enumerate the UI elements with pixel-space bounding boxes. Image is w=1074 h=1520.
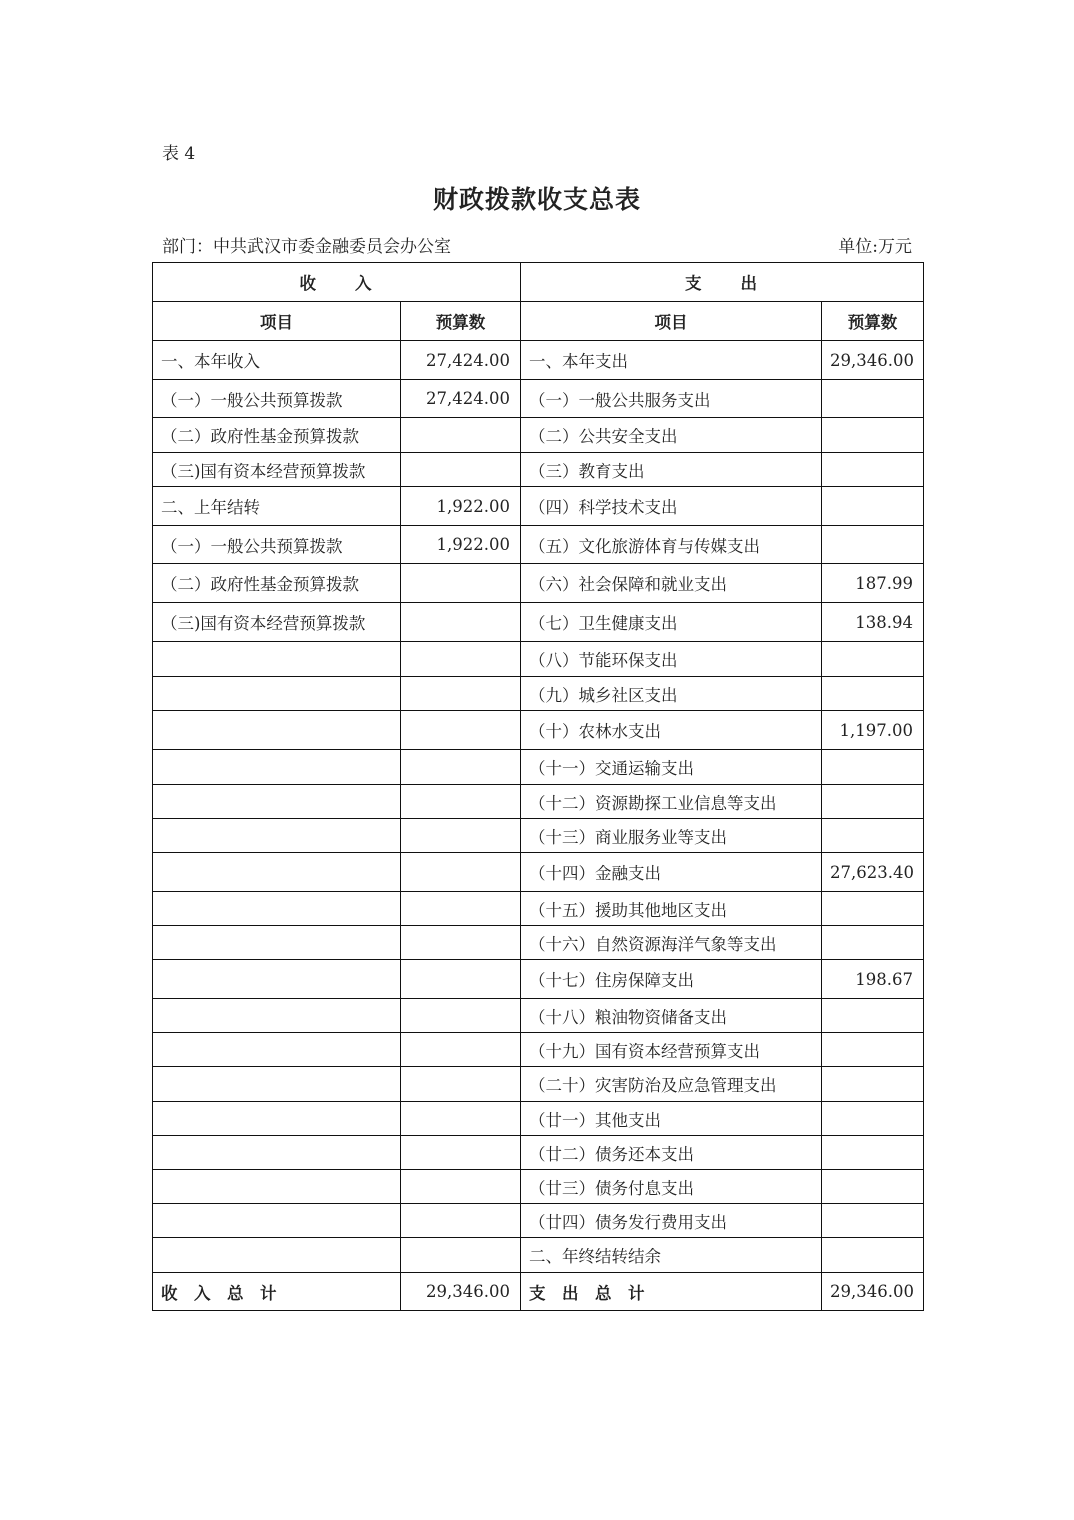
expense-item-cell: （十三）商业服务业等支出 (521, 819, 822, 853)
income-item-cell (153, 711, 401, 750)
table-row (153, 1170, 924, 1204)
expense-budget-cell (822, 1033, 924, 1067)
table-row (153, 1238, 924, 1273)
income-item-cell (153, 642, 401, 677)
table-row (153, 418, 924, 453)
table-row (153, 341, 924, 380)
table-row (153, 999, 924, 1033)
income-header: 收 入 (153, 263, 521, 302)
expense-item-cell: （十八）粮油物资储备支出 (521, 999, 822, 1033)
expense-item-cell: （廿三）债务付息支出 (521, 1170, 822, 1204)
income-item-cell: （一）一般公共预算拨款 (153, 380, 401, 418)
income-item-cell (153, 785, 401, 819)
expense-budget-cell (822, 999, 924, 1033)
income-budget-cell (401, 853, 521, 892)
expense-budget-cell (822, 418, 924, 453)
income-budget-cell (401, 926, 521, 960)
expense-item-cell: （廿一）其他支出 (521, 1102, 822, 1136)
expense-item-cell: （十九）国有资本经营预算支出 (521, 1033, 822, 1067)
expense-budget-cell (822, 642, 924, 677)
expense-budget-cell: 138.94 (822, 603, 924, 642)
income-item-cell (153, 999, 401, 1033)
income-item-cell: （三)国有资本经营预算拨款 (153, 603, 401, 642)
column-header-row (153, 302, 924, 341)
section-header-row (153, 263, 924, 302)
expense-budget-column-header: 预算数 (822, 302, 924, 341)
expense-budget-cell (822, 926, 924, 960)
income-total-label: 收 入 总 计 (153, 1273, 401, 1311)
expense-item-cell: （二）公共安全支出 (521, 418, 822, 453)
income-item-cell (153, 1067, 401, 1102)
table-row (153, 453, 924, 487)
income-budget-cell (401, 1102, 521, 1136)
table-row (153, 1136, 924, 1170)
table-row (153, 926, 924, 960)
expense-item-cell: （四）科学技术支出 (521, 487, 822, 526)
table-row (153, 1204, 924, 1238)
income-item-cell (153, 960, 401, 999)
expense-budget-cell (822, 1067, 924, 1102)
income-item-cell (153, 750, 401, 785)
income-budget-cell (401, 892, 521, 926)
income-item-cell (153, 892, 401, 926)
income-budget-cell (401, 1170, 521, 1204)
table-row (153, 711, 924, 750)
table-row (153, 892, 924, 926)
income-budget-cell (401, 564, 521, 603)
expense-budget-cell (822, 1204, 924, 1238)
expense-budget-cell (822, 1136, 924, 1170)
department-label: 部门：中共武汉市委金融委员会办公室 (162, 237, 451, 257)
income-item-cell: （一）一般公共预算拨款 (153, 526, 401, 564)
income-item-column-header: 项目 (153, 302, 401, 341)
income-budget-cell (401, 1136, 521, 1170)
expense-total-label: 支 出 总 计 (521, 1273, 822, 1311)
expense-item-cell: （六）社会保障和就业支出 (521, 564, 822, 603)
expense-item-cell: 二、年终结转结余 (521, 1238, 822, 1273)
income-item-cell (153, 1238, 401, 1273)
expense-budget-cell (822, 1102, 924, 1136)
expense-item-cell: （五）文化旅游体育与传媒支出 (521, 526, 822, 564)
income-item-cell (153, 677, 401, 711)
expense-item-cell: （九）城乡社区支出 (521, 677, 822, 711)
table-row (153, 750, 924, 785)
table-row (153, 1067, 924, 1102)
income-budget-cell (401, 1067, 521, 1102)
income-item-cell (153, 1204, 401, 1238)
income-item-cell: （二）政府性基金预算拨款 (153, 564, 401, 603)
page-title: 财政拨款收支总表 (432, 185, 641, 214)
income-budget-cell (401, 819, 521, 853)
table-number: 表 4 (162, 144, 196, 164)
expense-budget-cell: 187.99 (822, 564, 924, 603)
table-row (153, 642, 924, 677)
income-budget-cell (401, 642, 521, 677)
income-budget-cell (401, 677, 521, 711)
expense-budget-cell (822, 785, 924, 819)
expense-item-cell: （廿二）债务还本支出 (521, 1136, 822, 1170)
expense-item-cell: （十）农林水支出 (521, 711, 822, 750)
expense-item-cell: （十一）交通运输支出 (521, 750, 822, 785)
expense-budget-cell: 29,346.00 (822, 341, 924, 380)
expense-budget-cell (822, 380, 924, 418)
income-budget-cell: 27,424.00 (401, 341, 521, 380)
expense-item-cell: （一）一般公共服务支出 (521, 380, 822, 418)
income-budget-cell (401, 960, 521, 999)
expense-budget-cell (822, 487, 924, 526)
income-item-cell: （二）政府性基金预算拨款 (153, 418, 401, 453)
income-total-value: 29,346.00 (401, 1273, 521, 1311)
income-item-cell: 一、本年收入 (153, 341, 401, 380)
expense-budget-cell (822, 677, 924, 711)
income-budget-cell (401, 711, 521, 750)
table-row (153, 1102, 924, 1136)
expense-item-cell: （七）卫生健康支出 (521, 603, 822, 642)
income-item-cell (153, 1136, 401, 1170)
income-budget-cell (401, 418, 521, 453)
expense-budget-cell (822, 1170, 924, 1204)
income-item-cell (153, 1102, 401, 1136)
table-row (153, 564, 924, 603)
table-row (153, 1033, 924, 1067)
expense-item-cell: （十六）自然资源海洋气象等支出 (521, 926, 822, 960)
expense-item-cell: （十四）金融支出 (521, 853, 822, 892)
expense-budget-cell (822, 1238, 924, 1273)
expense-header: 支 出 (521, 263, 924, 302)
expense-item-cell: （十五）援助其他地区支出 (521, 892, 822, 926)
unit-label: 单位:万元 (838, 237, 912, 257)
expense-budget-cell (822, 750, 924, 785)
expense-item-cell: （廿四）债务发行费用支出 (521, 1204, 822, 1238)
table-row (153, 603, 924, 642)
table-row (153, 487, 924, 526)
table-row (153, 380, 924, 418)
expense-total-value: 29,346.00 (822, 1273, 924, 1311)
income-budget-cell: 27,424.00 (401, 380, 521, 418)
expense-item-cell: （十七）住房保障支出 (521, 960, 822, 999)
income-budget-cell (401, 999, 521, 1033)
expense-budget-cell (822, 819, 924, 853)
income-item-cell: （三)国有资本经营预算拨款 (153, 453, 401, 487)
income-item-cell (153, 1170, 401, 1204)
table-row (153, 677, 924, 711)
income-item-cell (153, 819, 401, 853)
income-budget-cell (401, 1204, 521, 1238)
expense-item-cell: 一、本年支出 (521, 341, 822, 380)
expense-budget-cell (822, 892, 924, 926)
income-budget-cell: 1,922.00 (401, 526, 521, 564)
income-budget-cell (401, 1238, 521, 1273)
income-budget-column-header: 预算数 (401, 302, 521, 341)
income-budget-cell (401, 750, 521, 785)
expense-budget-cell (822, 526, 924, 564)
income-item-cell (153, 1033, 401, 1067)
total-row (153, 1273, 924, 1311)
table-row (153, 526, 924, 564)
expense-item-cell: （八）节能环保支出 (521, 642, 822, 677)
expense-item-cell: （二十）灾害防治及应急管理支出 (521, 1067, 822, 1102)
income-item-cell (153, 853, 401, 892)
expense-budget-cell (822, 453, 924, 487)
income-budget-cell (401, 453, 521, 487)
table-row (153, 853, 924, 892)
income-budget-cell (401, 785, 521, 819)
income-item-cell (153, 926, 401, 960)
budget-table (152, 262, 924, 1311)
expense-item-column-header: 项目 (521, 302, 822, 341)
expense-budget-cell: 198.67 (822, 960, 924, 999)
table-row (153, 819, 924, 853)
income-budget-cell: 1,922.00 (401, 487, 521, 526)
expense-budget-cell: 27,623.40 (822, 853, 924, 892)
table-row (153, 785, 924, 819)
income-budget-cell (401, 603, 521, 642)
expense-budget-cell: 1,197.00 (822, 711, 924, 750)
table-row (153, 960, 924, 999)
income-item-cell: 二、上年结转 (153, 487, 401, 526)
expense-item-cell: （三）教育支出 (521, 453, 822, 487)
expense-item-cell: （十二）资源勘探工业信息等支出 (521, 785, 822, 819)
income-budget-cell (401, 1033, 521, 1067)
